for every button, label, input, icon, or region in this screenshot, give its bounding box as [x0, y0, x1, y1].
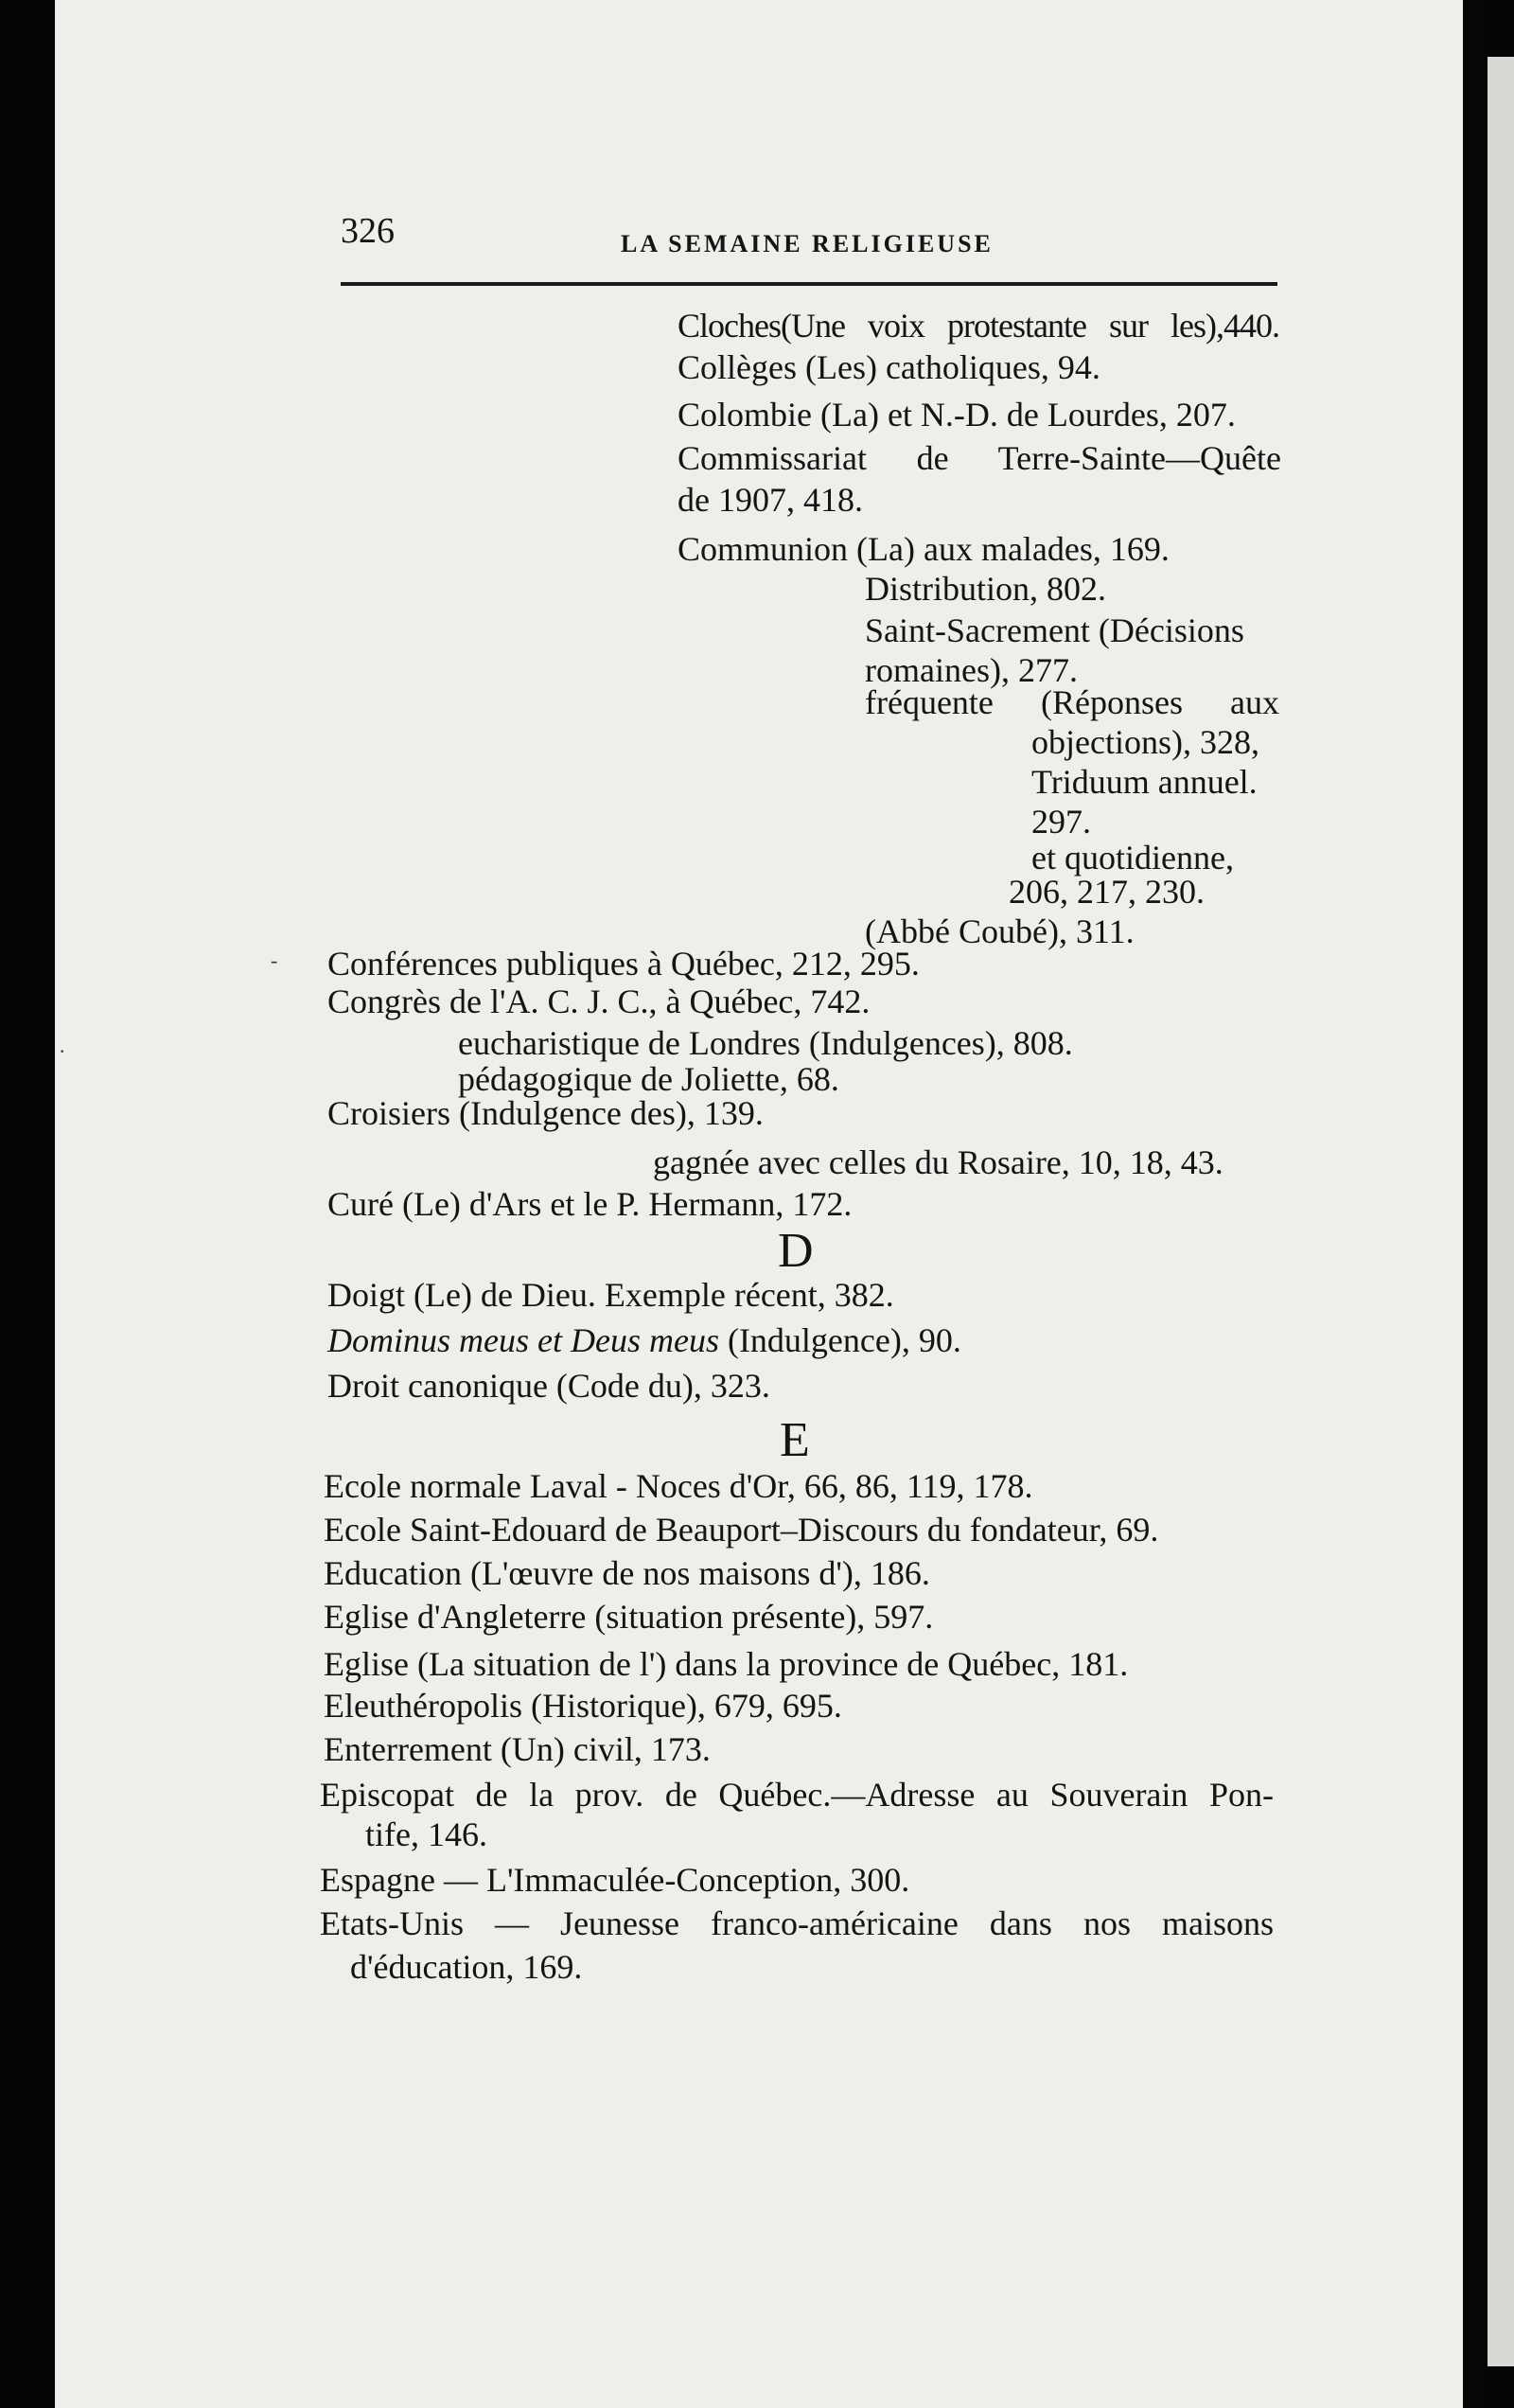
index-subentry: 206, 217, 230. — [1009, 873, 1205, 911]
latin-title: Dominus meus et Deus meus — [327, 1321, 719, 1359]
running-title: LA SEMAINE RELIGIEUSE — [621, 230, 994, 257]
index-entry: Episcopat de la prov. de Québec.—Adresse au Souverain Pon- — [320, 1776, 1274, 1814]
index-entry: tife, 146. — [365, 1815, 487, 1853]
stray-mark: - — [271, 948, 278, 972]
index-subentry: objections), 328, — [1031, 723, 1259, 761]
index-entry: Ecole Saint-Edouard de Beauport–Discours du fondateur, 69. — [324, 1511, 1159, 1549]
index-entry: Colombie (La) et N.-D. de Lourdes, 207. — [678, 396, 1236, 434]
index-entry: Education (L'œuvre de nos maisons d'), 186. — [324, 1554, 930, 1592]
index-subentry: romaines), 277. — [865, 651, 1078, 689]
index-entry: Curé (Le) d'Ars et le P. Hermann, 172. — [327, 1185, 853, 1223]
section-letter-e: E — [780, 1413, 810, 1467]
index-entry: Conférences publiques à Québec, 212, 295. — [327, 945, 920, 983]
index-entry: Croisiers (Indulgence des), 139. — [327, 1094, 764, 1132]
index-entry: Doigt (Le) de Dieu. Exemple récent, 382. — [327, 1276, 894, 1314]
index-subentry: Triduum annuel. — [1031, 763, 1258, 801]
index-entry: Commissariat de Terre-Sainte—Quête — [678, 439, 1281, 477]
index-subentry: et quotidienne, — [1031, 839, 1234, 876]
index-subentry: fréquente (Réponses aux — [865, 683, 1279, 721]
index-entry: Eglise d'Angleterre (situation présente), 597. — [324, 1598, 934, 1636]
header-rule — [341, 282, 1277, 286]
index-entry: Espagne — L'Immaculée-Conception, 300. — [320, 1861, 910, 1899]
index-entry: de 1907, 418. — [678, 481, 863, 519]
index-entry: Droit canonique (Code du), 323. — [327, 1367, 770, 1405]
index-entry: Ecole normale Laval - Noces d'Or, 66, 86, 119, 178. — [324, 1467, 1033, 1505]
index-entry: Eleuthéropolis (Historique), 679, 695. — [324, 1687, 842, 1725]
page-gutter — [1463, 0, 1488, 2408]
index-subentry: eucharistique de Londres (Indulgences), 808. — [458, 1024, 1073, 1062]
index-subentry: pédagogique de Joliette, 68. — [458, 1060, 839, 1098]
index-subentry: 297. — [1031, 803, 1091, 841]
index-entry: Communion (La) aux malades, 169. — [678, 530, 1170, 568]
index-subentry: gagnée avec celles du Rosaire, 10, 18, 43. — [653, 1143, 1224, 1181]
index-entry: Etats-Unis — Jeunesse franco-américaine dans nos maisons — [320, 1904, 1274, 1942]
index-entry: Congrès de l'A. C. J. C., à Québec, 742. — [327, 983, 871, 1020]
index-entry-rest: (Indulgence), 90. — [718, 1321, 961, 1359]
stray-mark: · — [59, 1039, 66, 1063]
section-letter-d: D — [778, 1224, 814, 1278]
index-entry: Collèges (Les) catholiques, 94. — [678, 348, 1100, 386]
index-entry: Eglise (La situation de l') dans la province de Québec, 181. — [324, 1645, 1129, 1683]
index-subentry: Saint-Sacrement (Décisions — [865, 611, 1244, 649]
index-entry: d'éducation, 169. — [350, 1948, 583, 1986]
index-subentry: Distribution, 802. — [865, 570, 1107, 608]
index-entry: Enterrement (Un) civil, 173. — [324, 1730, 711, 1768]
index-entry: Cloches(Une voix protestante sur les),440. — [678, 307, 1279, 345]
index-subentry: (Abbé Coubé), 311. — [865, 912, 1135, 950]
next-page-edge — [1488, 57, 1514, 2366]
page-number: 326 — [341, 211, 395, 251]
index-entry — [327, 1319, 961, 1361]
